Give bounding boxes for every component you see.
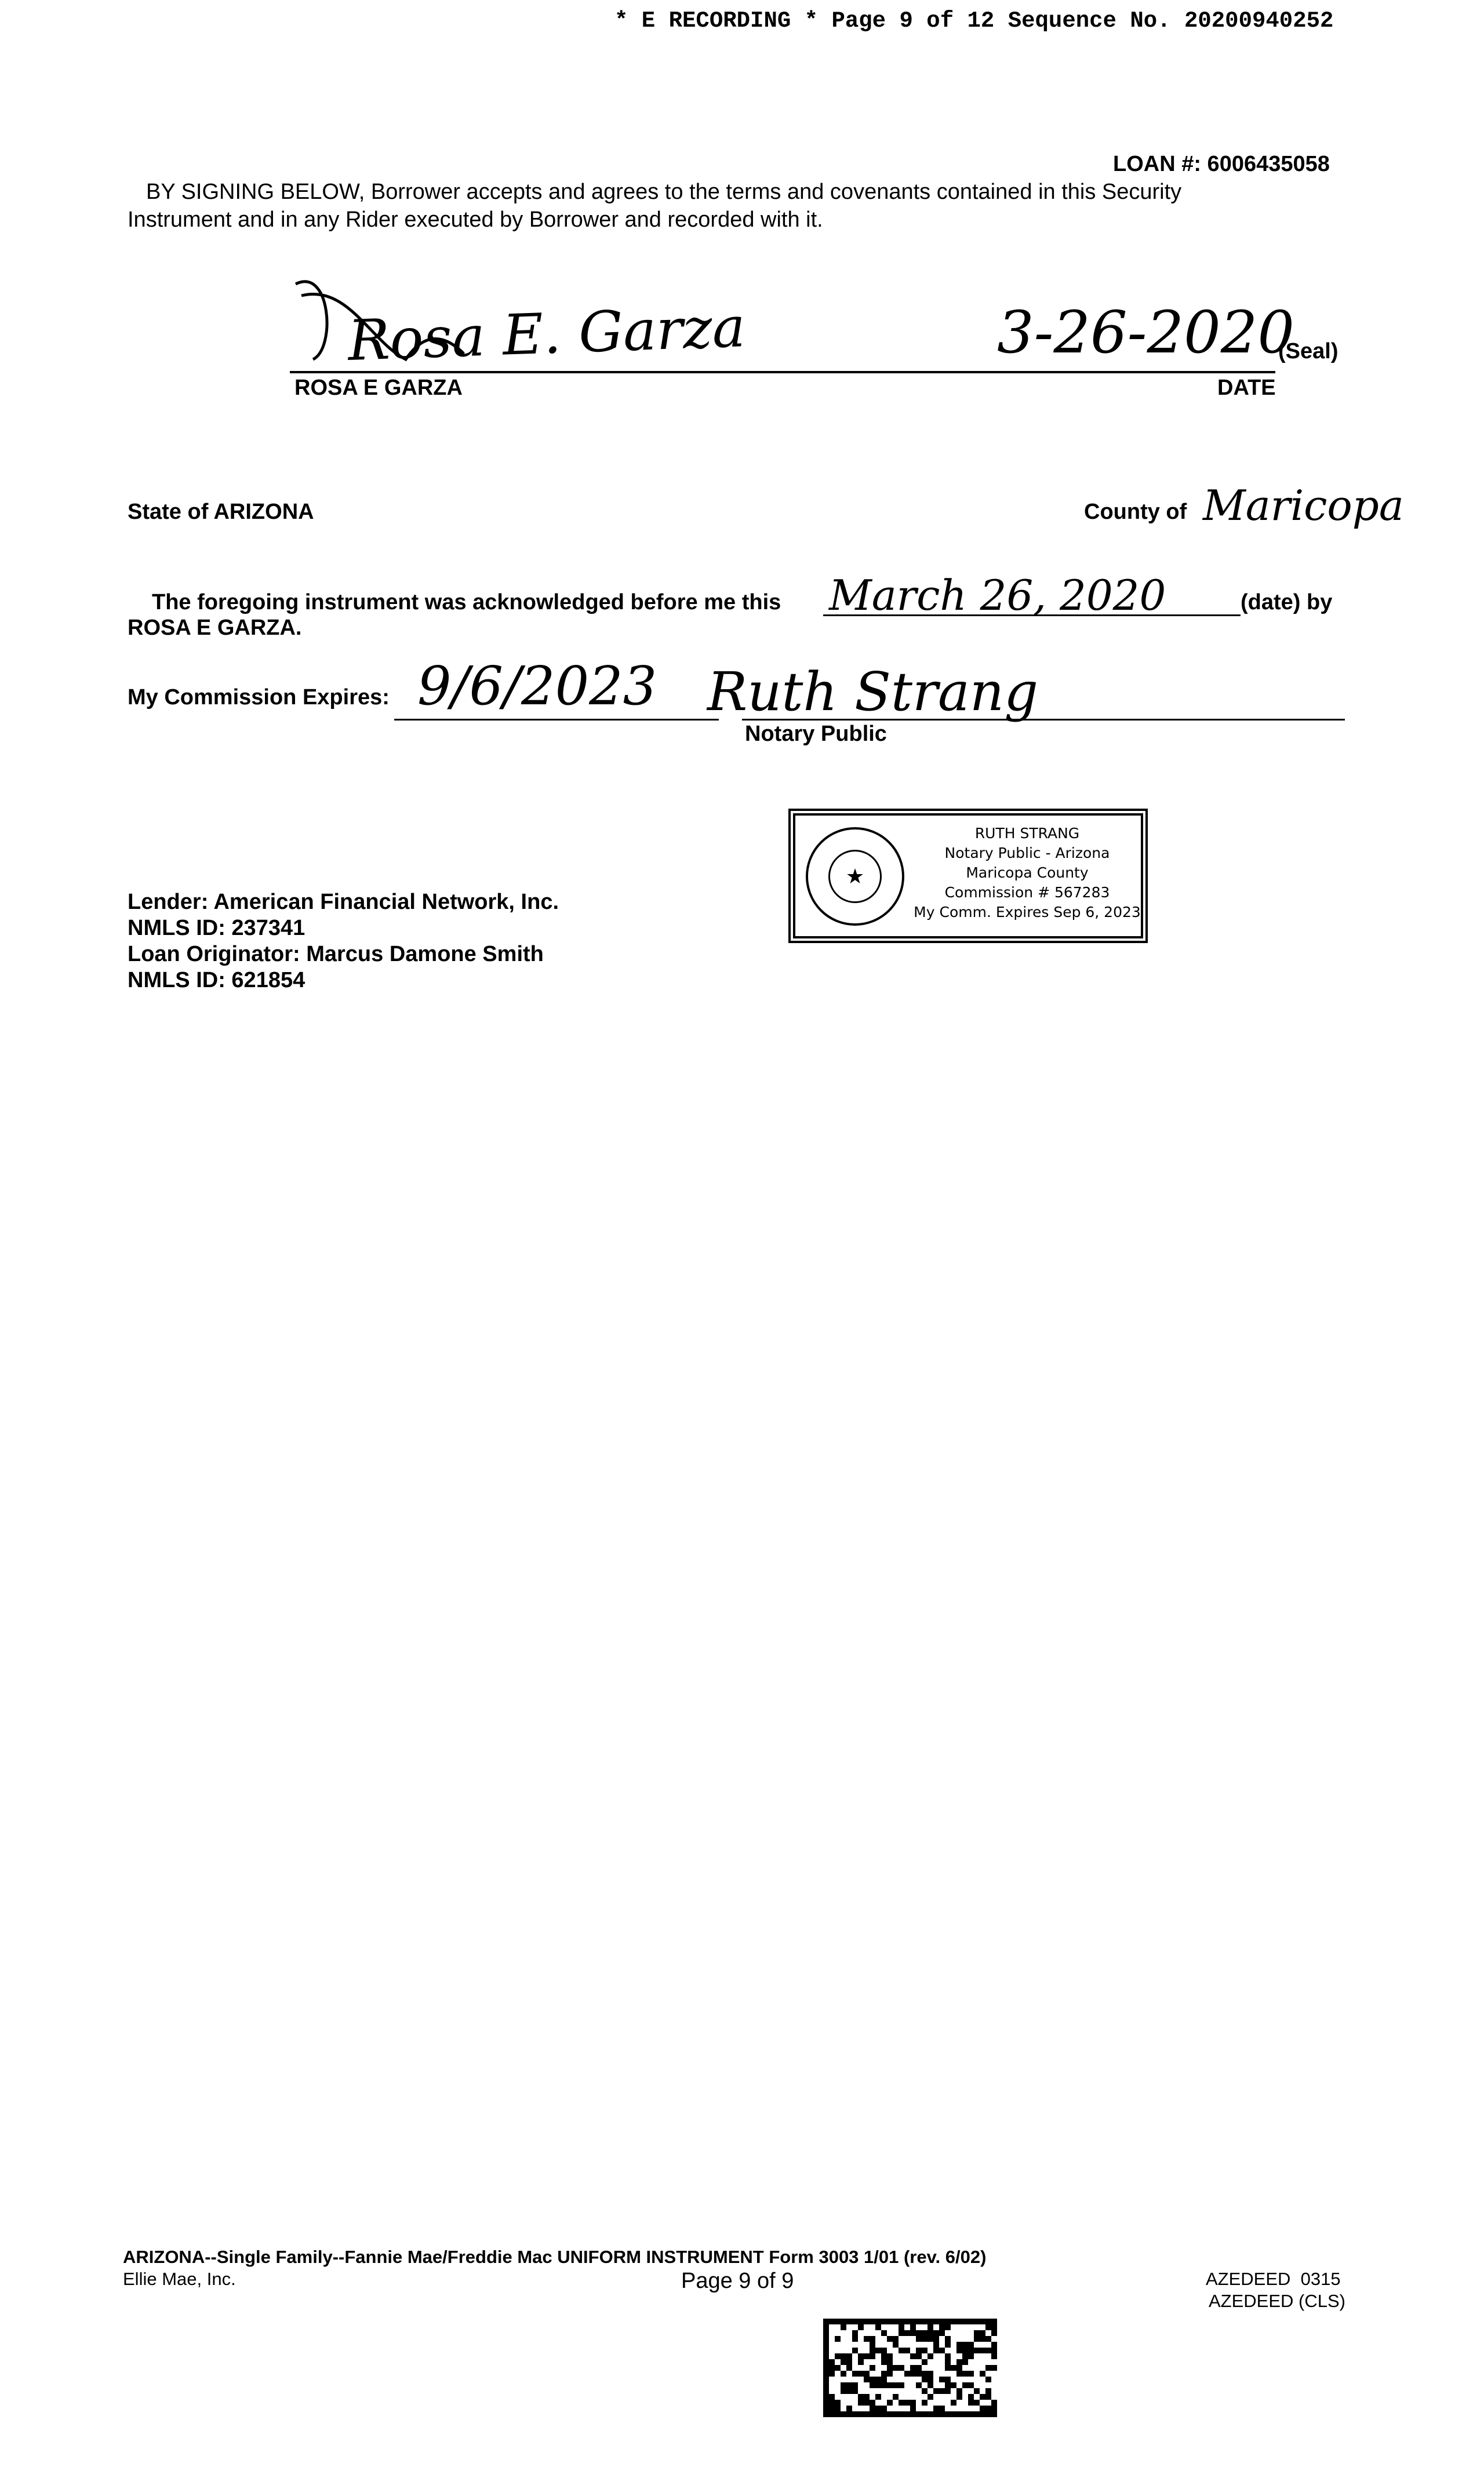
seal-label: (Seal) (1278, 339, 1338, 363)
signature-name-text: Rosa E. Garza (347, 294, 747, 373)
signature-date-text: 3-26-2020 (997, 299, 1294, 366)
notary-public-label: Notary Public (745, 722, 887, 746)
ack-suffix: (date) by (1241, 590, 1333, 614)
notary-line (742, 719, 1345, 721)
loan-originator: Loan Originator: Marcus Damone Smith (128, 942, 544, 966)
intro-line-1: BY SIGNING BELOW, Borrower accepts and agrees to the terms and covenants contained in this Security (146, 180, 1182, 204)
form-footer: ARIZONA--Single Family--Fannie Mae/Freddie Mac UNIFORM INSTRUMENT Form 3003 1/01 (rev. 6/02) (123, 2247, 987, 2267)
barcode-icon (823, 2319, 997, 2417)
borrower-name: ROSA E GARZA (294, 376, 463, 400)
notary-stamp (788, 809, 1148, 943)
stamp-name: RUTH STRANG (974, 825, 1080, 842)
date-label: DATE (1217, 376, 1276, 400)
ack-name: ROSA E GARZA. (128, 616, 302, 640)
ack-date-line (823, 614, 1241, 616)
loan-number: LOAN #: 6006435058 (1113, 152, 1330, 176)
page-number: Page 9 of 9 (681, 2269, 794, 2293)
lender-nmls: NMLS ID: 237341 (128, 916, 305, 940)
lender-name: Lender: American Financial Network, Inc. (128, 890, 559, 914)
form-code-1: AZEDEED 0315 (1206, 2269, 1341, 2289)
commission-line (394, 719, 719, 721)
arizona-seal (806, 827, 904, 926)
stamp-expires: My Comm. Expires Sep 6, 2023 (914, 904, 1141, 920)
stamp-title: Notary Public - Arizona (944, 845, 1110, 861)
intro-line-2: Instrument and in any Rider executed by Borrower and recorded with it. (128, 208, 823, 232)
state-label: State of ARIZONA (128, 500, 314, 524)
commission-label: My Commission Expires: (128, 685, 390, 709)
recording-header: * E RECORDING * Page 9 of 12 Sequence No. 20200940252 (614, 8, 1334, 34)
county-label: County of (1084, 500, 1187, 524)
stamp-commission: Commission # 567283 (944, 884, 1110, 901)
signature-line (290, 371, 1275, 373)
ack-date-handwritten: March 26, 2020 (829, 571, 1166, 620)
ack-prefix: The foregoing instrument was acknowledged before me this (152, 590, 781, 614)
county-handwritten: Maricopa (1203, 481, 1404, 530)
seal-emblem-icon: ★ (828, 850, 882, 903)
notary-signature: Ruth Strang (707, 661, 1038, 723)
originator-nmls: NMLS ID: 621854 (128, 968, 305, 992)
vendor-footer: Ellie Mae, Inc. (123, 2269, 236, 2289)
commission-handwritten: 9/6/2023 (417, 655, 657, 717)
stamp-county: Maricopa County (966, 864, 1089, 881)
form-code-2: AZEDEED (CLS) (1209, 2291, 1345, 2311)
